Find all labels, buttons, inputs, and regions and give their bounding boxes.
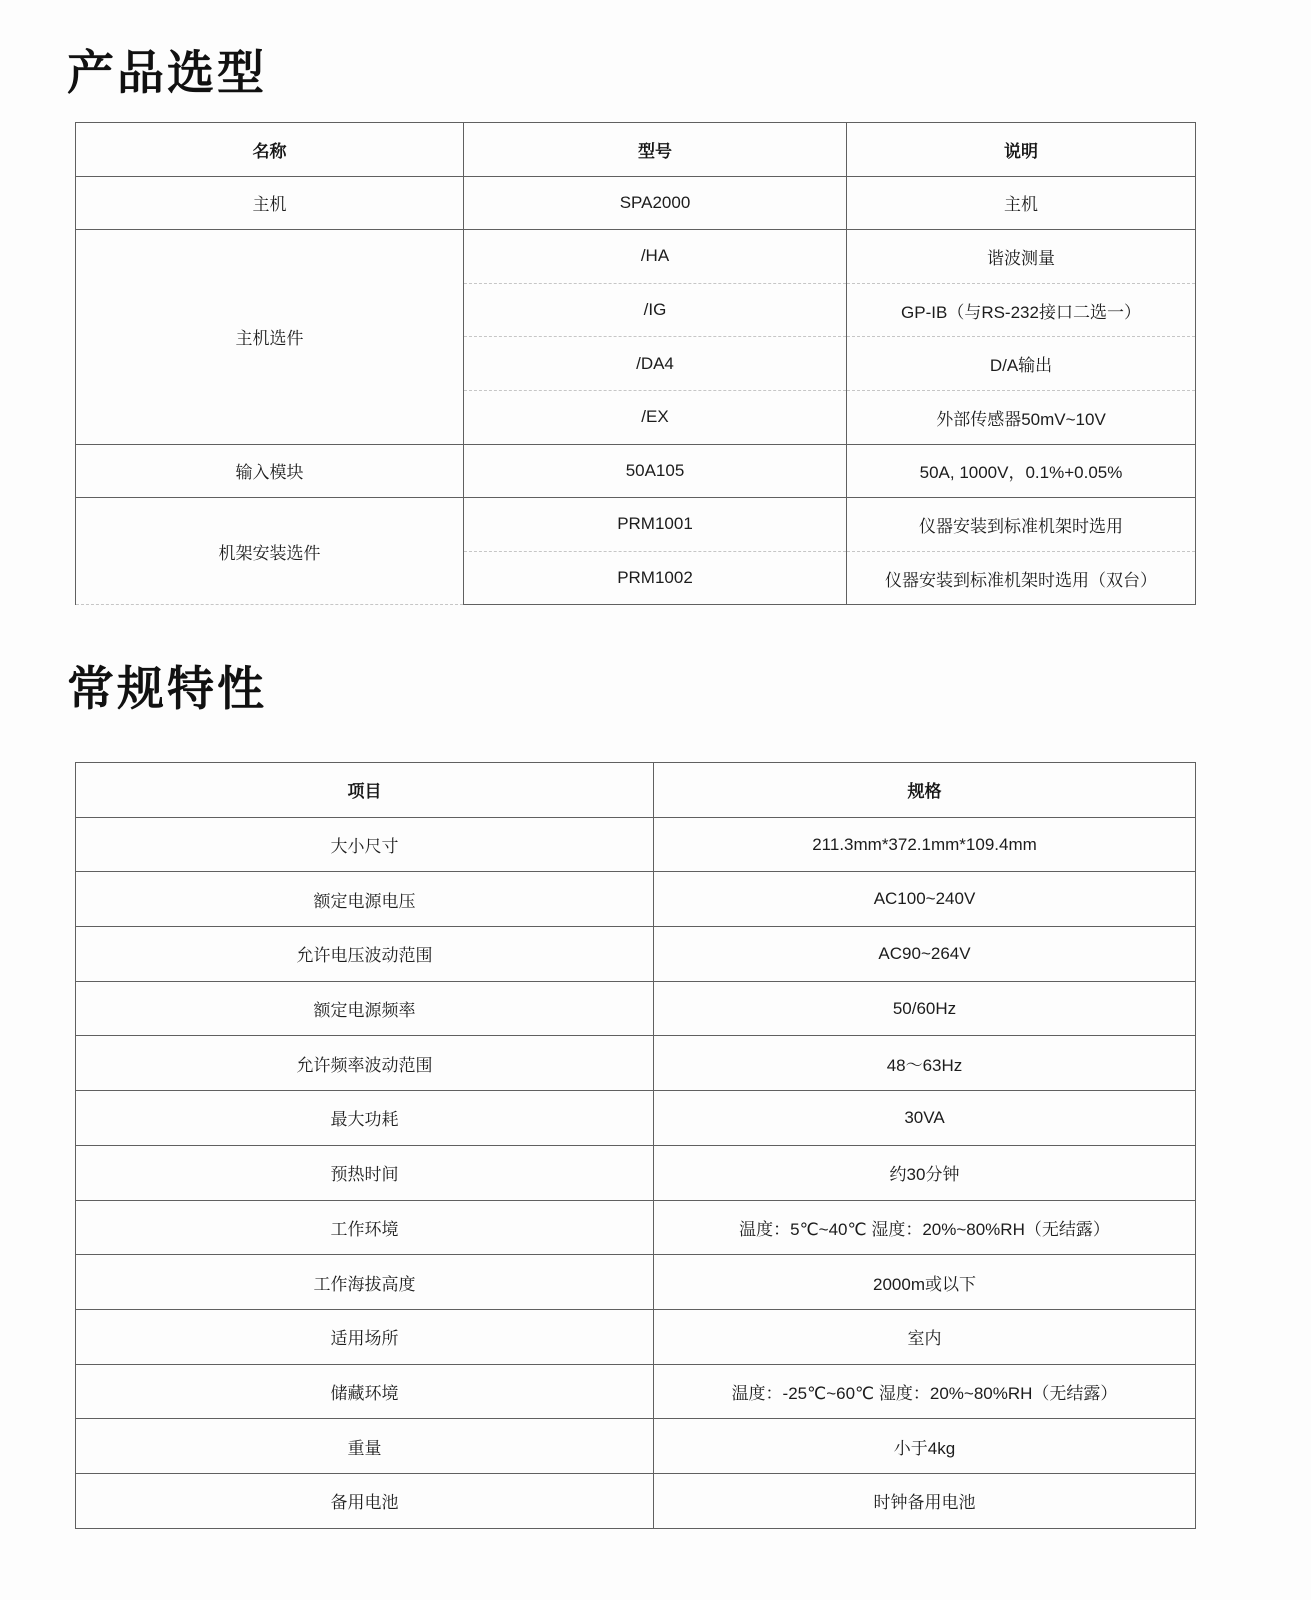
spec-value-cell: 2000m或以下 [654, 1255, 1196, 1310]
spec-value-cell: 50/60Hz [654, 981, 1196, 1036]
product-model-cell: SPA2000 [464, 176, 847, 230]
table-row [76, 1200, 1196, 1255]
spec-value-cell: 室内 [654, 1309, 1196, 1364]
table-row [76, 444, 1196, 498]
product-model-cell: PRM1001 [464, 498, 847, 552]
product-model-cell: /IG [464, 283, 847, 337]
product-model-cell: /HA [464, 230, 847, 284]
spec-item-cell: 预热时间 [76, 1145, 654, 1200]
table-row [76, 1255, 1196, 1310]
table-row [76, 1473, 1196, 1528]
spec-value-cell: 30VA [654, 1091, 1196, 1146]
spec-item-cell: 适用场所 [76, 1309, 654, 1364]
product-table-header-row [76, 123, 1196, 177]
section-title-product-selection: 产品选型 [67, 46, 267, 99]
product-desc-cell: 谐波测量 [847, 230, 1196, 284]
spec-item-cell: 额定电源电压 [76, 872, 654, 927]
table-row [76, 1419, 1196, 1474]
table-row [76, 230, 1196, 284]
table-row [76, 927, 1196, 982]
general-characteristics-table [75, 762, 1196, 1529]
spec-value-cell: 211.3mm*372.1mm*109.4mm [654, 817, 1196, 872]
product-model-cell: /EX [464, 390, 847, 444]
product-desc-cell: GP-IB（与RS-232接口二选一） [847, 283, 1196, 337]
spec-item-cell: 大小尺寸 [76, 817, 654, 872]
product-desc-cell: 仪器安装到标准机架时选用（双台） [847, 551, 1196, 605]
table-row [76, 498, 1196, 552]
product-desc-cell: D/A输出 [847, 337, 1196, 391]
spec-value-cell: 小于4kg [654, 1419, 1196, 1474]
product-desc-cell: 外部传感器50mV~10V [847, 390, 1196, 444]
spec-value-cell: 48～63Hz [654, 1036, 1196, 1091]
spec-item-cell: 重量 [76, 1419, 654, 1474]
spec-item-cell: 最大功耗 [76, 1091, 654, 1146]
product-name-cell: 主机选件 [76, 230, 464, 444]
spec-item-cell: 储藏环境 [76, 1364, 654, 1419]
spec-item-cell: 工作环境 [76, 1200, 654, 1255]
product-desc-cell: 主机 [847, 176, 1196, 230]
general-table-header-row [76, 763, 1196, 818]
table-row [76, 1036, 1196, 1091]
table-row [76, 981, 1196, 1036]
spec-value-cell: 温度：5℃~40℃ 湿度：20%~80%RH（无结露） [654, 1200, 1196, 1255]
spec-value-cell: AC100~240V [654, 872, 1196, 927]
spec-value-cell: 约30分钟 [654, 1145, 1196, 1200]
table-row [76, 176, 1196, 230]
col-header-spec: 规格 [654, 763, 1196, 818]
product-desc-cell: 仪器安装到标准机架时选用 [847, 498, 1196, 552]
spec-value-cell: 时钟备用电池 [654, 1473, 1196, 1528]
table-row [76, 817, 1196, 872]
table-row [76, 872, 1196, 927]
col-header-name: 名称 [76, 123, 464, 177]
product-model-cell: /DA4 [464, 337, 847, 391]
product-name-cell: 主机 [76, 176, 464, 230]
table-row [76, 1309, 1196, 1364]
product-model-cell: PRM1002 [464, 551, 847, 605]
spec-item-cell: 允许频率波动范围 [76, 1036, 654, 1091]
col-header-description: 说明 [847, 123, 1196, 177]
spec-item-cell: 允许电压波动范围 [76, 927, 654, 982]
product-name-cell: 机架安装选件 [76, 498, 464, 605]
product-name-cell: 输入模块 [76, 444, 464, 498]
table-row [76, 1091, 1196, 1146]
col-header-item: 项目 [76, 763, 654, 818]
product-model-cell: 50A105 [464, 444, 847, 498]
table-row [76, 1364, 1196, 1419]
spec-item-cell: 工作海拔高度 [76, 1255, 654, 1310]
spec-value-cell: AC90~264V [654, 927, 1196, 982]
spec-item-cell: 额定电源频率 [76, 981, 654, 1036]
col-header-model: 型号 [464, 123, 847, 177]
product-selection-table [75, 122, 1196, 605]
spec-value-cell: 温度：-25℃~60℃ 湿度：20%~80%RH（无结露） [654, 1364, 1196, 1419]
table-row [76, 1145, 1196, 1200]
section-title-general-characteristics: 常规特性 [67, 662, 267, 715]
product-desc-cell: 50A, 1000V，0.1%+0.05% [847, 444, 1196, 498]
spec-item-cell: 备用电池 [76, 1473, 654, 1528]
